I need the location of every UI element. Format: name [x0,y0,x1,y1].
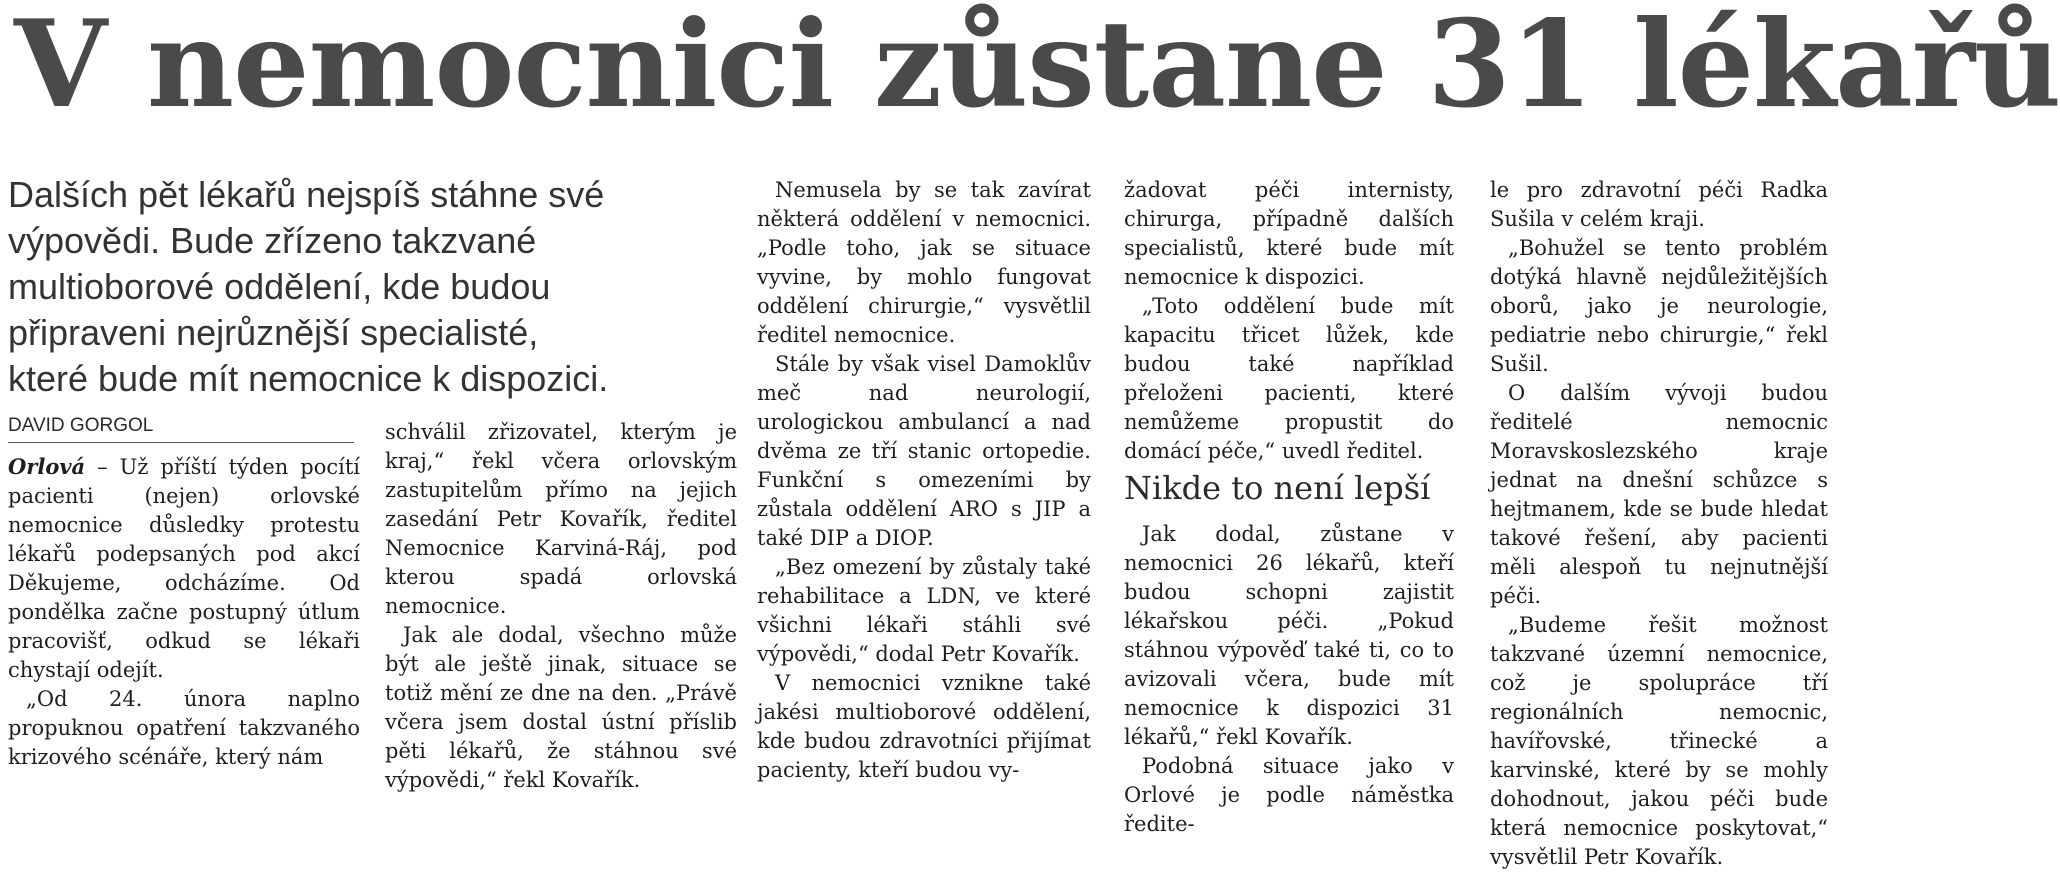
article-column-5 [1490,176,1828,872]
lead-line: výpovědi. Bude zřízeno takzvané [8,220,537,261]
lead-paragraph [8,172,748,402]
article-column-2 [385,418,737,795]
article-paragraph: „Toto oddělení bude mít kapacitu třicet lůžek, kde budou také například přeloženi pacienti, které nemůžeme propustit do domácí péče,“ uvedl ředitel. [1124,294,1454,463]
article-paragraph: žadovat péči internisty, chirurga, případně dalších specialistů, které bude mít nemocnice k dispozici. [1124,178,1454,289]
paragraph-text: – Už příští týden pocítí pacienti (nejen) orlovské nemocnice důsledky protestu lékařů podepsaných pod akcí Děkujeme, odcházíme. Od pondělka začne postupný útlum pracovišť, odkud se lékaři chystají odejít. [8,455,360,682]
lead-line: které bude mít nemocnice k dispozici. [8,358,609,399]
article-paragraph: Nemusela by se tak zavírat některá oddělení v nemocnici. „Podle toho, jak se situace vyvine, by mohlo fungovat oddělení chirurgie,“ vysvětlil ředitel nemocnice. [757,178,1091,347]
article-paragraph: Jak dodal, zůstane v nemocnici 26 lékařů, kteří budou schopni zajistit lékařskou péči. „Pokud stáhnou výpověď také ti, co to avizovali včera, bude mít nemocnice k dispozici 31 lékařů,“ řekl Kovařík. [1124,522,1454,749]
article-paragraph: schválil zřizovatel, kterým je kraj,“ řekl včera orlovským zastupitelům přímo na jejich zasedání Petr Kovařík, ředitel Nemocnice Karviná-Ráj, pod kterou spadá orlovská nemocnice. [385,420,737,618]
article-paragraph: Stále by však visel Damoklův meč nad neurologií, urologickou ambulancí a nad dvěma ze tří stanic ortopedie. Funkční s omezeními by zůstala oddělení ARO s JIP a také DIP a DIOP. [757,352,1091,550]
article-paragraph: „Bohužel se tento problém dotýká hlavně nejdůležitějších oborů, jako je neurologie, pediatrie nebo chirurgie,“ řekl Sušil. [1490,236,1828,376]
byline: DAVID GORGOL [8,414,354,443]
article-column-3 [757,176,1091,785]
article-paragraph: le pro zdravotní péči Radka Sušila v celém kraji. [1490,178,1828,231]
article-paragraph [8,452,360,685]
article-paragraph: Podobná situace jako v Orlové je podle náměstka ředite- [1124,754,1454,836]
subheading: Nikde to není lepší [1124,469,1431,507]
article-paragraph: „Od 24. února naplno propuknou opatření takzvaného krizového scénáře, který nám [8,687,360,769]
article-paragraph: „Bez omezení by zůstaly také rehabilitace a LDN, ve které všichni lékaři stáhli své výpovědi,“ dodal Petr Kovařík. [757,555,1091,666]
lead-line: připraveni nejrůznější specialisté, [8,312,539,353]
article-paragraph: Jak ale dodal, všechno může být ale ještě jinak, situace se totiž mění ze dne na den. „Právě včera jsem dostal ústní příslib pěti lékařů, že stáhnou své výpovědi,“ řekl Kovařík. [385,623,737,792]
headline: V nemocnici zůstane 31 lékařů [14,0,2060,135]
article-paragraph: V nemocnici vznikne také jakési multioborové oddělení, kde budou zdravotníci přijímat pacienty, kteří budou vy- [757,671,1091,782]
lead-line: multioborové oddělení, kde budou [8,266,551,307]
article-column-1 [8,452,360,772]
article-paragraph: O dalším vývoji budou ředitelé nemocnic Moravskoslezského kraje jednat na dnešní schůzce s hejtmanem, kde se bude hledat takové řešení, aby pacienti měli alespoň tu nejnutnější péči. [1490,381,1828,608]
article-column-4a [1124,176,1454,466]
dateline-place: Orlová [8,454,86,479]
article-paragraph: „Budeme řešit možnost takzvané územní nemocnice, což je spolupráce tří regionálních nemocnic, havířovské, třinecké a karvinské, které by se mohly dohodnout, jakou péči bude která nemocnice poskytovat,“ vysvětlil Petr Kovařík. [1490,613,1828,869]
article-column-4b [1124,520,1454,839]
lead-line: Dalších pět lékařů nejspíš stáhne své [8,174,605,215]
